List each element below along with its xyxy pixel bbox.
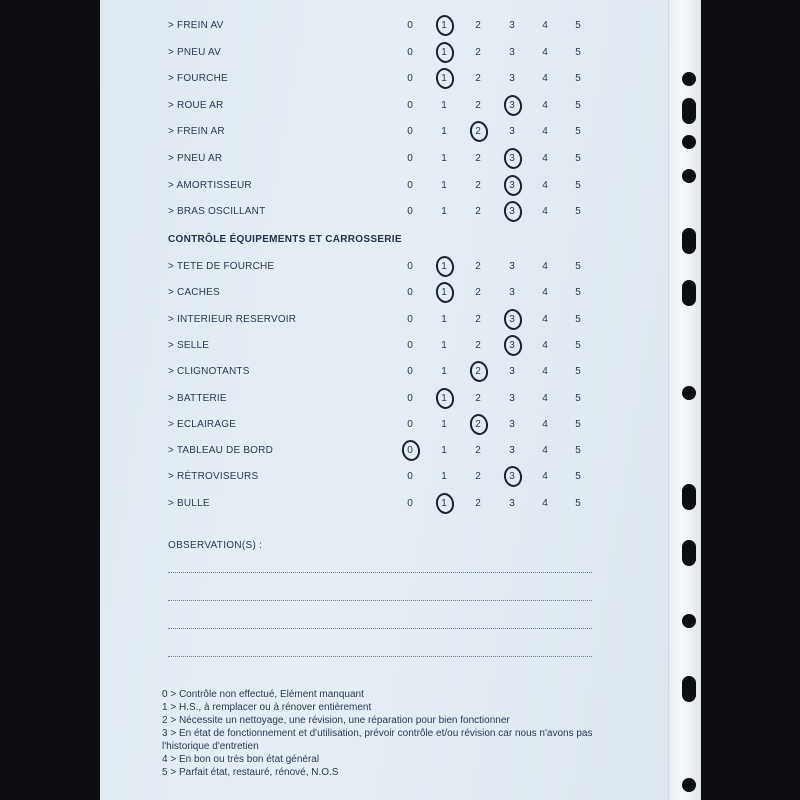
rating-option[interactable]: 1	[441, 366, 447, 378]
rating-option[interactable]: 1	[441, 471, 447, 483]
rating-option[interactable]: 5	[575, 471, 581, 483]
inspection-row	[0, 100, 800, 120]
rating-option[interactable]: 0	[407, 339, 413, 351]
rating-option[interactable]: 2	[475, 497, 481, 509]
rating-option-selected[interactable]: 3	[502, 471, 522, 482]
inspection-row-label: > FOURCHE	[168, 73, 228, 85]
rating-option[interactable]: 5	[575, 339, 581, 351]
rating-option[interactable]: 0	[407, 418, 413, 430]
rating-option[interactable]: 4	[542, 20, 548, 31]
binder-hole	[682, 778, 696, 792]
section-title: CONTRÔLE ÉQUIPEMENTS ET CARROSSERIE	[168, 234, 402, 245]
rating-option-selected[interactable]: 1	[434, 47, 454, 58]
rating-option[interactable]: 1	[441, 99, 447, 111]
rating-option[interactable]: 1	[441, 206, 447, 218]
observation-line[interactable]	[168, 656, 592, 657]
inspection-row-label: > SELLE	[168, 339, 210, 351]
rating-option[interactable]: 3	[509, 287, 515, 299]
rating-option[interactable]: 2	[475, 313, 481, 325]
rating-option[interactable]: 1	[441, 313, 447, 325]
rating-option[interactable]: 5	[575, 20, 581, 31]
rating-option[interactable]: 2	[475, 179, 481, 191]
inspection-row	[0, 314, 800, 334]
rating-option[interactable]: 0	[407, 497, 413, 509]
rating-option[interactable]: 5	[575, 261, 581, 272]
rating-option[interactable]: 1	[441, 153, 447, 164]
inspection-row-label: > BRAS OSCILLANT	[168, 206, 266, 218]
rating-option[interactable]: 4	[542, 471, 548, 483]
inspection-row-label: > CACHES	[168, 287, 220, 299]
rating-option[interactable]: 4	[542, 497, 548, 509]
inspection-row	[0, 126, 800, 146]
rating-option[interactable]: 3	[509, 46, 515, 58]
observation-line[interactable]	[168, 600, 592, 601]
rating-option-selected[interactable]: 2	[468, 419, 488, 430]
rating-option[interactable]: 0	[407, 366, 413, 378]
rating-option[interactable]: 2	[475, 20, 481, 31]
rating-option[interactable]: 5	[575, 366, 581, 378]
rating-option[interactable]: 5	[575, 126, 581, 138]
rating-option[interactable]: 3	[509, 418, 515, 430]
rating-option[interactable]: 4	[542, 287, 548, 299]
inspection-row-label: > ECLAIRAGE	[168, 418, 237, 430]
rating-option-selected[interactable]: 3	[502, 153, 522, 164]
legend-item: 2 > Nécessite un nettoyage, une révision, une réparation pour bien fonctionner	[162, 715, 510, 726]
rating-option[interactable]: 1	[441, 339, 447, 351]
rating-option-selected[interactable]: 1	[434, 393, 454, 404]
rating-option-selected[interactable]: 1	[434, 287, 454, 298]
binder-hole	[682, 540, 696, 566]
rating-option[interactable]: 5	[575, 287, 581, 299]
observations-label: OBSERVATION(S) :	[168, 540, 263, 551]
binder-hole	[682, 228, 696, 254]
rating-option[interactable]: 0	[407, 392, 413, 404]
rating-option[interactable]: 0	[407, 471, 413, 483]
binder-hole	[682, 676, 696, 702]
rating-option-selected[interactable]: 1	[434, 498, 454, 509]
rating-option[interactable]: 4	[542, 392, 548, 404]
inspection-row	[0, 445, 800, 465]
inspection-row	[0, 20, 800, 40]
rating-option-selected[interactable]: 3	[502, 180, 522, 191]
rating-option[interactable]: 5	[575, 46, 581, 58]
rating-option[interactable]: 4	[542, 418, 548, 430]
inspection-row	[0, 393, 800, 413]
rating-option[interactable]: 5	[575, 99, 581, 111]
rating-option[interactable]: 4	[542, 445, 548, 457]
rating-option[interactable]: 5	[575, 313, 581, 325]
rating-option[interactable]: 3	[509, 366, 515, 378]
observation-line[interactable]	[168, 628, 592, 629]
rating-option[interactable]: 3	[509, 73, 515, 85]
inspection-row-label: > AMORTISSEUR	[168, 179, 252, 191]
rating-option-selected[interactable]: 0	[400, 445, 420, 456]
rating-option-selected[interactable]: 3	[502, 340, 522, 351]
rating-option[interactable]: 0	[407, 313, 413, 325]
rating-option[interactable]: 4	[542, 313, 548, 325]
rating-option[interactable]: 2	[475, 392, 481, 404]
inspection-row	[0, 261, 800, 281]
rating-legend	[162, 688, 602, 779]
inspection-row-label: > INTERIEUR RESERVOIR	[168, 313, 297, 325]
rating-option[interactable]: 2	[475, 206, 481, 218]
rating-option[interactable]: 3	[509, 497, 515, 509]
rating-option[interactable]: 0	[407, 99, 413, 111]
inspection-row	[0, 366, 800, 386]
rating-option-selected[interactable]: 1	[434, 20, 454, 31]
rating-option[interactable]: 1	[441, 126, 447, 138]
rating-option[interactable]: 4	[542, 153, 548, 164]
rating-option[interactable]: 0	[407, 126, 413, 138]
rating-option-selected[interactable]: 1	[434, 261, 454, 272]
rating-option[interactable]: 5	[575, 153, 581, 164]
rating-option[interactable]: 4	[542, 179, 548, 191]
rating-option[interactable]: 1	[441, 445, 447, 457]
inspection-row	[0, 287, 800, 307]
rating-option[interactable]: 4	[542, 339, 548, 351]
rating-option[interactable]: 0	[407, 206, 413, 218]
rating-option-selected[interactable]: 3	[502, 314, 522, 325]
inspection-row-label: > BATTERIE	[168, 392, 227, 404]
rating-option[interactable]: 5	[575, 179, 581, 191]
inspection-row	[0, 180, 800, 200]
inspection-row	[0, 471, 800, 491]
rating-option[interactable]: 2	[475, 339, 481, 351]
rating-option[interactable]: 3	[509, 445, 515, 457]
rating-option[interactable]: 3	[509, 20, 515, 31]
rating-option[interactable]: 0	[407, 287, 413, 299]
rating-option[interactable]: 2	[475, 471, 481, 483]
rating-option[interactable]: 0	[407, 153, 413, 164]
inspection-row-label: > PNEU AR	[168, 153, 223, 164]
inspection-row-label: > PNEU AV	[168, 46, 222, 58]
rating-option[interactable]: 1	[441, 418, 447, 430]
rating-option[interactable]: 0	[407, 20, 413, 31]
rating-option[interactable]: 5	[575, 392, 581, 404]
rating-option[interactable]: 3	[509, 392, 515, 404]
inspection-row	[0, 498, 800, 518]
rating-option[interactable]: 3	[509, 261, 515, 272]
rating-option[interactable]: 2	[475, 73, 481, 85]
inspection-row-label: > RÉTROVISEURS	[168, 471, 259, 483]
rating-option[interactable]: 0	[407, 46, 413, 58]
binder-hole	[682, 614, 696, 628]
inspection-row	[0, 47, 800, 67]
rating-option[interactable]: 0	[407, 73, 413, 85]
legend-item: 4 > En bon ou très bon état général	[162, 754, 320, 765]
inspection-row-label: > TETE DE FOURCHE	[168, 261, 275, 272]
legend-item: 3 > En état de fonctionnement et d'utilisation, prévoir contrôle et/ou révision car nous n'avons pas l'historique d'entretien	[162, 728, 593, 752]
rating-option[interactable]: 2	[475, 287, 481, 299]
inspection-row	[0, 340, 800, 360]
inspection-row-label: > ROUE AR	[168, 99, 224, 111]
inspection-row	[0, 206, 800, 226]
rating-option[interactable]: 5	[575, 445, 581, 457]
rating-option-selected[interactable]: 3	[502, 206, 522, 217]
rating-option[interactable]: 2	[475, 153, 481, 164]
rating-option[interactable]: 0	[407, 261, 413, 272]
rating-option[interactable]: 4	[542, 126, 548, 138]
rating-option[interactable]: 0	[407, 179, 413, 191]
legend-item: 0 > Contrôle non effectué, Elément manquant	[162, 689, 364, 700]
rating-option[interactable]: 4	[542, 73, 548, 85]
rating-option[interactable]: 5	[575, 418, 581, 430]
rating-option[interactable]: 1	[441, 179, 447, 191]
rating-option-selected[interactable]: 2	[468, 126, 488, 137]
rating-option-selected[interactable]: 1	[434, 73, 454, 84]
inspection-row-label: > CLIGNOTANTS	[168, 366, 250, 378]
rating-option[interactable]: 3	[509, 126, 515, 138]
rating-option[interactable]: 5	[575, 206, 581, 218]
legend-item: 5 > Parfait état, restauré, rénové, N.O.S	[162, 767, 339, 778]
inspection-row-label: > BULLE	[168, 497, 210, 509]
rating-option[interactable]: 4	[542, 99, 548, 111]
inspection-row-label: > FREIN AV	[168, 20, 224, 31]
inspection-row-label: > FREIN AR	[168, 126, 225, 138]
rating-option-selected[interactable]: 2	[468, 366, 488, 377]
rating-option[interactable]: 2	[475, 445, 481, 457]
rating-option[interactable]: 2	[475, 99, 481, 111]
rating-option[interactable]: 5	[575, 73, 581, 85]
rating-option[interactable]: 4	[542, 46, 548, 58]
rating-option[interactable]: 4	[542, 366, 548, 378]
inspection-row	[0, 73, 800, 93]
rating-option[interactable]: 4	[542, 261, 548, 272]
rating-option[interactable]: 5	[575, 497, 581, 509]
rating-option-selected[interactable]: 3	[502, 100, 522, 111]
inspection-row-label: > TABLEAU DE BORD	[168, 445, 274, 457]
rating-option[interactable]: 4	[542, 206, 548, 218]
rating-option[interactable]: 2	[475, 46, 481, 58]
inspection-row	[0, 153, 800, 173]
rating-option[interactable]: 2	[475, 261, 481, 272]
inspection-row	[0, 419, 800, 439]
observation-line[interactable]	[168, 572, 592, 573]
legend-item: 1 > H.S., à remplacer ou à rénover entièrement	[162, 702, 372, 713]
